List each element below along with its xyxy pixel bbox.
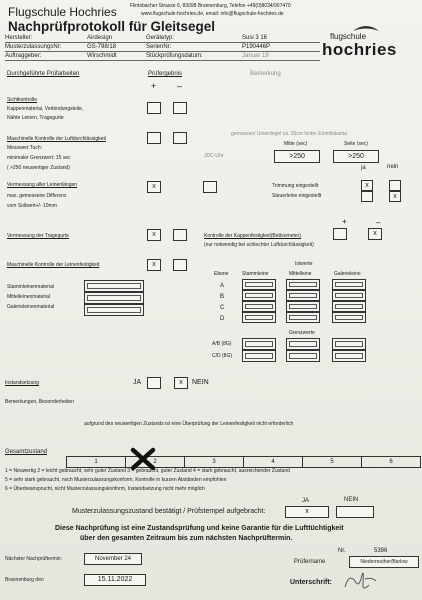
typ-label: Gerätetyp: (146, 35, 175, 41)
vermess-minus-box[interactable] (203, 181, 217, 193)
ab-label: A/B (8G) (212, 341, 232, 347)
gesamt-cell-4[interactable]: 4 (244, 457, 303, 467)
instand-title: Instandsetzung (5, 380, 39, 386)
steuer-ja-box[interactable] (361, 191, 373, 202)
muster-value: GS-798/18 (87, 44, 117, 50)
vermess-line2: vom Sollwert+/- 10mm (7, 203, 57, 209)
ab-stamm-field[interactable] (242, 338, 276, 350)
row-label-d: D (220, 316, 225, 322)
serien-value: P190446P (242, 44, 271, 50)
stamm-label: Stammleinenmaterial (7, 284, 54, 290)
muster-label: MusterzulassungsNr: (5, 44, 62, 50)
istwert-field-r2-c3[interactable] (332, 290, 366, 301)
gesamt-legend-2: 5 = sehr stark gebraucht, noch Musterzulassungskonform, Kontrolle in kurzen Abständen empfohlen (5, 477, 227, 483)
minus-header: – (177, 81, 183, 91)
istwert-field-r3-c2[interactable] (286, 301, 320, 312)
kappe-minus-box[interactable]: x (368, 228, 382, 240)
istwert-field-r4-c3[interactable] (332, 312, 366, 323)
instand-ja-box[interactable] (147, 377, 161, 389)
gesamt-cell-3[interactable]: 3 (185, 457, 244, 467)
istwert-field-r4-c2[interactable] (286, 312, 320, 323)
kappe-plus-box[interactable] (333, 228, 347, 240)
ab-mittel-field[interactable] (286, 338, 320, 350)
next-label: Nächster Nachprüftermin: (5, 556, 62, 562)
typ-value: Susi 3 16 (242, 35, 268, 41)
muster-nein-label: NEIN (344, 497, 359, 503)
bemerk-title: Bemerkungen, Besonderheiten (5, 399, 74, 405)
nr-value: 5396 (374, 548, 388, 554)
date-field[interactable]: 15.11.2022 (84, 574, 146, 586)
istwert-field-r3-c1[interactable] (242, 301, 276, 312)
luft-mitte-label: Mitte (sec) (284, 141, 308, 147)
steuer-nein-box[interactable]: x (389, 191, 401, 202)
auftrag-value: Wirschmidt (87, 53, 117, 59)
mittelleine-header: Mittelleine (289, 271, 312, 277)
istwert-field-r3-c3[interactable] (332, 301, 366, 312)
kappe-title: Kontrolle der Kappenfestigkeit(Bettsometer) (204, 233, 301, 239)
sicht-minus-box[interactable] (173, 102, 187, 114)
luft-seite-field[interactable]: >250 (333, 150, 379, 163)
header-address: Flintsbacher Strasse 6, 83098 Brannenburg, Telefon +49(0)8034/907470 (130, 3, 291, 9)
ebene-label: Ebene (214, 271, 229, 277)
gesamt-legend-3: 6 = Überbeansprucht, nicht Musterzulassungskonform, Instandsetzung nicht mehr möglich (5, 486, 205, 492)
steuer-label: Steuerleine eingestellt (272, 193, 322, 199)
istwerte-label: Istwerte (295, 261, 313, 267)
galerie-field[interactable] (84, 304, 144, 316)
vermess-title: Vermessung aller Leinenlängen (7, 182, 78, 188)
leinen-plus-box[interactable]: x (147, 259, 161, 271)
vermess-plus-box[interactable]: x (147, 181, 161, 193)
luft-line1: Messwert Tuch: (7, 145, 43, 151)
vermess-line1: max. gemessene Differenz (7, 193, 67, 199)
cd-galerie-field[interactable] (332, 350, 366, 362)
plus-header: + (151, 81, 157, 91)
col-result-header: Prüfergebnis (148, 71, 183, 77)
luft-nein-label: nein (387, 164, 399, 170)
galerie-label: Galerieleinenmaterial (7, 304, 55, 310)
ab-galerie-field[interactable] (332, 338, 366, 350)
pruefername-field[interactable]: Niederreuther/Barlow (349, 556, 419, 568)
luft-jdc: JDC-Uhr (204, 153, 224, 159)
gesamt-cell-5[interactable]: 5 (303, 457, 362, 467)
istwert-field-r1-c1[interactable] (242, 279, 276, 290)
galerieleine-header: Galerieleine (334, 271, 361, 277)
istwert-field-r1-c2[interactable] (286, 279, 320, 290)
kappe-plus-label: + (342, 217, 347, 226)
trimm-label: Trimmung eingestellt (272, 183, 319, 189)
luft-ja-label: ja (361, 165, 366, 171)
stueck-label: Stückprüfungsdatum: (146, 53, 203, 59)
trage-minus-box[interactable] (173, 229, 187, 241)
stamm-field[interactable] (84, 280, 144, 292)
luft-note: gemessen/ Unterdegel ca. 20cm hinter Eintrittskante (231, 131, 348, 137)
disclaimer-line1: Diese Nachprüfung ist eine Zustandsprüfung und keine Garantie für die Lufttüchtigkeit (55, 525, 344, 532)
sicht-plus-box[interactable] (147, 102, 161, 114)
istwert-field-r4-c1[interactable] (242, 312, 276, 323)
kappe-minus-label: – (376, 218, 381, 227)
page-title: Nachprüfprotokoll für Gleitsegel (8, 19, 216, 34)
istwert-field-r1-c3[interactable] (332, 279, 366, 290)
muster-confirm-text: Musterzulassungszustand bestätigt / Prüfstempel aufgebracht: (72, 508, 266, 515)
handwritten-signature (339, 567, 379, 595)
row-label-a: A (220, 283, 225, 289)
muster-ja-box[interactable]: x (285, 506, 329, 518)
row-label-c: C (220, 305, 225, 311)
school-name: Flugschule Hochries (8, 5, 117, 19)
stammleine-header: Stammleine (242, 271, 269, 277)
auftrag-label: Auftraggeber: (5, 53, 42, 59)
trage-title: Vermessung der Tragegurte (7, 233, 69, 239)
logo-top-text: flugschule (330, 32, 367, 41)
luft-minus-box[interactable] (173, 132, 187, 144)
sicht-title: Sichtkontrolle (7, 97, 38, 103)
col-item-header: Durchgeführte Prüfarbeiten (7, 71, 80, 77)
sicht-line1: Kappenmaterial, Verbindungsteile, (7, 106, 84, 112)
trimm-ja-box[interactable]: x (361, 180, 373, 191)
hersteller-value: Airdesign (87, 35, 113, 41)
instand-nein-label: NEIN (192, 379, 209, 386)
istwert-field-r2-c2[interactable] (286, 290, 320, 301)
signature-label: Unterschrift: (290, 579, 333, 586)
muster-nein-box[interactable] (336, 506, 374, 518)
pruefername-label: Prüfername (294, 559, 326, 565)
luft-plus-box[interactable] (147, 132, 161, 144)
gesamt-cell-2[interactable]: 2 (126, 457, 185, 467)
instand-nein-box[interactable]: x (174, 377, 188, 389)
bemerk-text: aufgrund des neuwertigen Zustands ist eine Überprüfung der Leinenfestigkeit nicht erforderlich (84, 421, 294, 427)
trage-plus-box[interactable]: x (147, 229, 161, 241)
hersteller-label: Hersteller: (5, 35, 33, 41)
luft-title: Maschinelle Kontrolle der Luftdurchlässigkeit (7, 136, 106, 142)
cd-stamm-field[interactable] (242, 350, 276, 362)
stueck-value: Januar 19 (242, 53, 269, 59)
nr-label: Nr. (338, 548, 346, 554)
disclaimer-line2: über den gesamten Zeitraum bis zum nächsten Nachprüftermin. (80, 535, 293, 542)
luft-mitte-field[interactable]: >250 (274, 150, 320, 163)
mittel-field[interactable] (84, 292, 144, 304)
instand-ja-label: JA (133, 379, 142, 386)
mittel-label: Mittelleinenmaterial (7, 294, 51, 300)
luft-line3: ( >250 neuwertiger Zustand) (7, 165, 70, 171)
gesamt-cell-6[interactable]: 6 (362, 457, 421, 467)
header-web: www.flugschule-hochries.de, email: info@flugschule-hochries.de (141, 11, 284, 17)
serien-label: SerienNr: (146, 44, 172, 50)
luft-line2: minimaler Grenzwert: 15 sec (7, 155, 71, 161)
luft-seite-label: Seite (sec) (344, 141, 368, 147)
col-note-header: Bemerkung (250, 71, 281, 77)
city-label: Brannenburg den (5, 577, 44, 583)
grenzwerte-label: Grenzwerte (289, 330, 315, 336)
gesamt-cell-1[interactable]: 1 (67, 457, 126, 467)
kappe-note: (nur notwendig bei schlechter Luftdurchlässigkeit) (204, 242, 314, 248)
cd-mittel-field[interactable] (286, 350, 320, 362)
leinen-minus-box[interactable] (173, 259, 187, 271)
gesamt-scale (66, 456, 421, 468)
leinen-title: Maschinelle Kontrolle der Leinenfestigkeit (7, 262, 100, 268)
muster-ja-label: JA (302, 498, 310, 504)
istwert-field-r2-c1[interactable] (242, 290, 276, 301)
trimm-nein-box[interactable] (389, 180, 401, 191)
logo-main-text: hochries (322, 40, 397, 59)
sicht-line2: Nähte Leinen, Tragegurte (7, 115, 64, 121)
row-label-b: B (220, 294, 225, 300)
gesamt-legend-1: 1 = Neuwertig 2 = leicht gebraucht, sehr guter Zustand 3 = gebraucht, guter Zustand 4 = stark gebraucht, ausreichender Zustand (5, 468, 290, 474)
cd-label: C/D (8G) (212, 353, 232, 359)
gesamt-title: Gesamtzustand (5, 449, 48, 455)
next-date-field[interactable]: November 24 (84, 553, 142, 565)
